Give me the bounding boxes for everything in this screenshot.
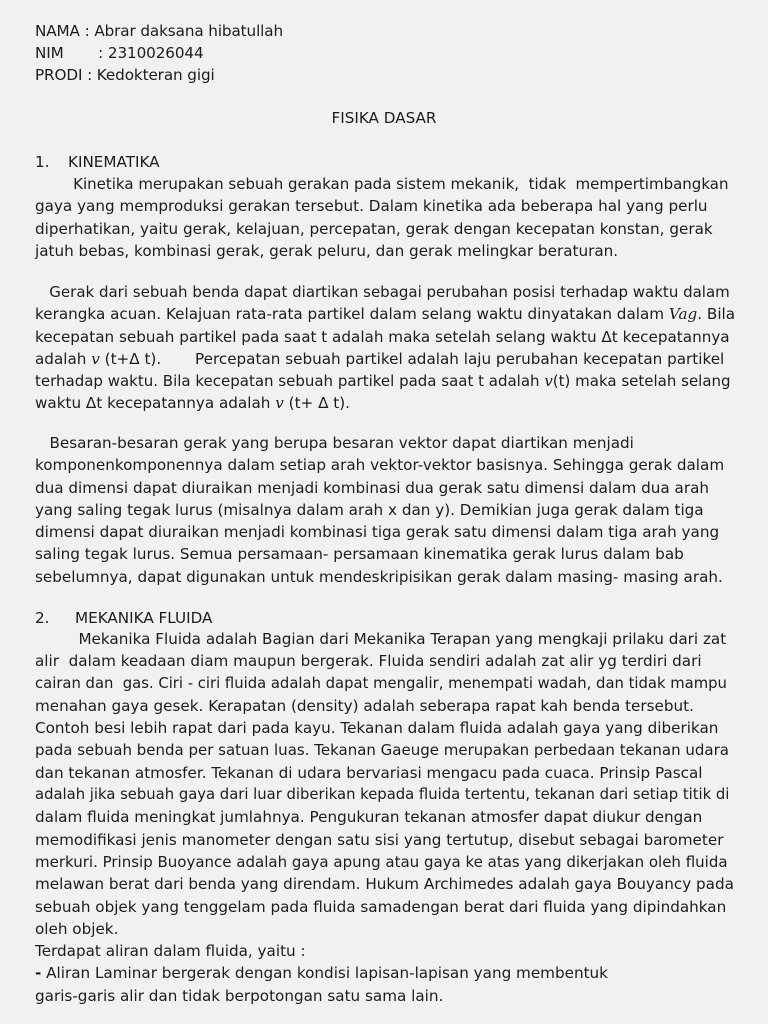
text-line: dimensi dapat diuraikan menjadi kombinasi tiga gerak satu dimensi dalam tiga arah yang — [35, 523, 720, 542]
text-segment: kerangka acuan. Kelajuan rata-rata partikel dalam selang waktu dinyatakan dalam — [35, 305, 669, 324]
student-nim — [35, 43, 204, 63]
text-line: kecepatan sebuah partikel pada saat t adalah maka setelah selang waktu Δt kecepatannya — [35, 327, 730, 346]
text-line: sebuah objek yang tenggelam pada fluida samadengan berat dari fluida yang dipindahkan — [35, 897, 727, 916]
velocity-symbol: v — [91, 349, 100, 368]
student-name: NAMA : Abrar daksana hibatullah — [35, 22, 284, 40]
text-segment: terhadap waktu. Bila kecepatan sebuah partikel pada saat t adalah — [35, 372, 545, 391]
section-2-paragraph — [35, 628, 735, 1007]
text-line: oleh objek. — [35, 919, 119, 938]
text-line — [35, 303, 735, 325]
bullet-line — [35, 962, 735, 984]
text-segment: adalah — [35, 349, 92, 368]
text-line: menahan gaya gesek. Kerapatan (density) adalah seberapa rapat kah benda tersebut. — [35, 696, 694, 715]
text-line: memodifikasi jenis manometer dengan satu sisi yang tertutup, disebut sebagai barometer — [35, 830, 724, 849]
text-line: garis-garis alir dan tidak berpotongan satu sama lain. — [35, 986, 444, 1005]
section-1-number: 1. — [35, 153, 50, 171]
student-prodi: PRODI : Kedokteran gigi — [35, 66, 215, 84]
text-segment: waktu Δt kecepatannya adalah — [35, 394, 276, 413]
section-1-heading — [35, 152, 160, 172]
text-line: Besaran-besaran gerak yang berupa besaran vektor dapat diartikan menjadi — [35, 434, 634, 452]
section-2-heading — [35, 608, 212, 628]
text-segment: (t) maka setelah selang — [552, 372, 731, 391]
text-line: melawan berat dari benda yang direndam. Hukum Archimedes adalah gaya Bouyancy pada — [35, 875, 734, 894]
text-line — [35, 392, 735, 414]
bullet-dash: - — [35, 964, 42, 983]
text-segment: (t+ Δ t). — [283, 394, 350, 413]
section-1-paragraph-2 — [35, 281, 735, 415]
text-line: Terdapat aliran dalam fluida, yaitu : — [35, 942, 306, 961]
text-line: dalam fluida meningkat jumlahnya. Pengukuran tekanan atmosfer dapat diukur dengan — [35, 808, 703, 827]
nim-label: NIM — [35, 44, 64, 62]
text-line: Kinetika merupakan sebuah gerakan pada sistem mekanik, tidak mempertimbangkan — [35, 175, 729, 193]
text-line: dan tekanan atmosfer. Tekanan di udara bervariasi mengacu pada cuaca. Prinsip Pascal — [35, 763, 703, 782]
section-1-paragraph-1 — [35, 173, 735, 262]
text-line: adalah jika sebuah gaya dari luar diberikan kepada fluida tertentu, tekanan dari setiap titik di — [35, 786, 730, 804]
section-1-title: KINEMATIKA — [68, 153, 160, 171]
nim-value: : 2310026044 — [84, 44, 204, 62]
section-1-paragraph-3 — [35, 432, 735, 588]
text-line: gaya yang memproduksi gerakan tersebut. Dalam kinetika ada beberapa hal yang perlu — [35, 197, 708, 216]
text-line: sebelumnya, dapat digunakan untuk mendeskripisikan gerak dalam masing- masing arah. — [35, 567, 723, 586]
text-line: komponenkomponennya dalam setiap arah vektor-vektor basisnya. Sehingga gerak dalam — [35, 456, 725, 475]
section-2-number: 2. — [35, 609, 50, 627]
text-line: saling tegak lurus. Semua persamaan- persamaan kinematika gerak lurus dalam bab — [35, 545, 684, 564]
text-line: dua dimensi dapat diuraikan menjadi kombinasi dua gerak satu dimensi dalam dua arah — [35, 478, 710, 497]
text-line: merkuri. Prinsip Buoyance adalah gaya apung atau gaya ke atas yang dikerjakan oleh fluida — [35, 852, 728, 871]
text-line: diperhatikan, yaitu gerak, kelajuan, percepatan, gerak dengan kecepatan konstan, gerak — [35, 219, 713, 238]
text-segment: . Bila — [697, 305, 736, 324]
text-line: jatuh bebas, kombinasi gerak, gerak peluru, dan gerak melingkar beraturan. — [35, 241, 619, 260]
velocity-symbol: v — [544, 372, 553, 391]
velocity-symbol: Vag — [668, 305, 698, 324]
text-line: pada sebuah benda per satuan luas. Tekanan Gaeuge merupakan perbedaan tekanan udara — [35, 741, 729, 760]
text-line — [35, 348, 735, 370]
text-line — [35, 370, 735, 392]
velocity-symbol: v — [275, 394, 284, 413]
document-title: FISIKA DASAR — [331, 109, 437, 127]
section-2-title: MEKANIKA FLUIDA — [75, 609, 213, 627]
text-line: Contoh besi lebih rapat dari pada kayu. Tekanan dalam fluida adalah gaya yang diberikan — [35, 719, 719, 738]
text-line: cairan dan gas. Ciri - ciri fluida adalah dapat mengalir, menempati wadah, dan tidak mampu — [35, 674, 727, 692]
text-line: Mekanika Fluida adalah Bagian dari Mekanika Terapan yang mengkaji prilaku dari zat — [35, 630, 727, 648]
text-line: alir dalam keadaan diam maupun bergerak. Fluida sendiri adalah zat alir yg terdiri dari — [35, 652, 702, 671]
text-line: yang saling tegak lurus (misalnya dalam arah x dan y). Demikian juga gerak dalam tiga — [35, 500, 704, 519]
text-segment: (t+Δ t). Percepatan sebuah partikel adalah laju perubahan kecepatan partikel — [99, 349, 725, 368]
text-line: Gerak dari sebuah benda dapat diartikan sebagai perubahan posisi terhadap waktu dalam — [35, 283, 730, 301]
text-segment: Aliran Laminar bergerak dengan kondisi lapisan-lapisan yang membentuk — [41, 964, 608, 983]
